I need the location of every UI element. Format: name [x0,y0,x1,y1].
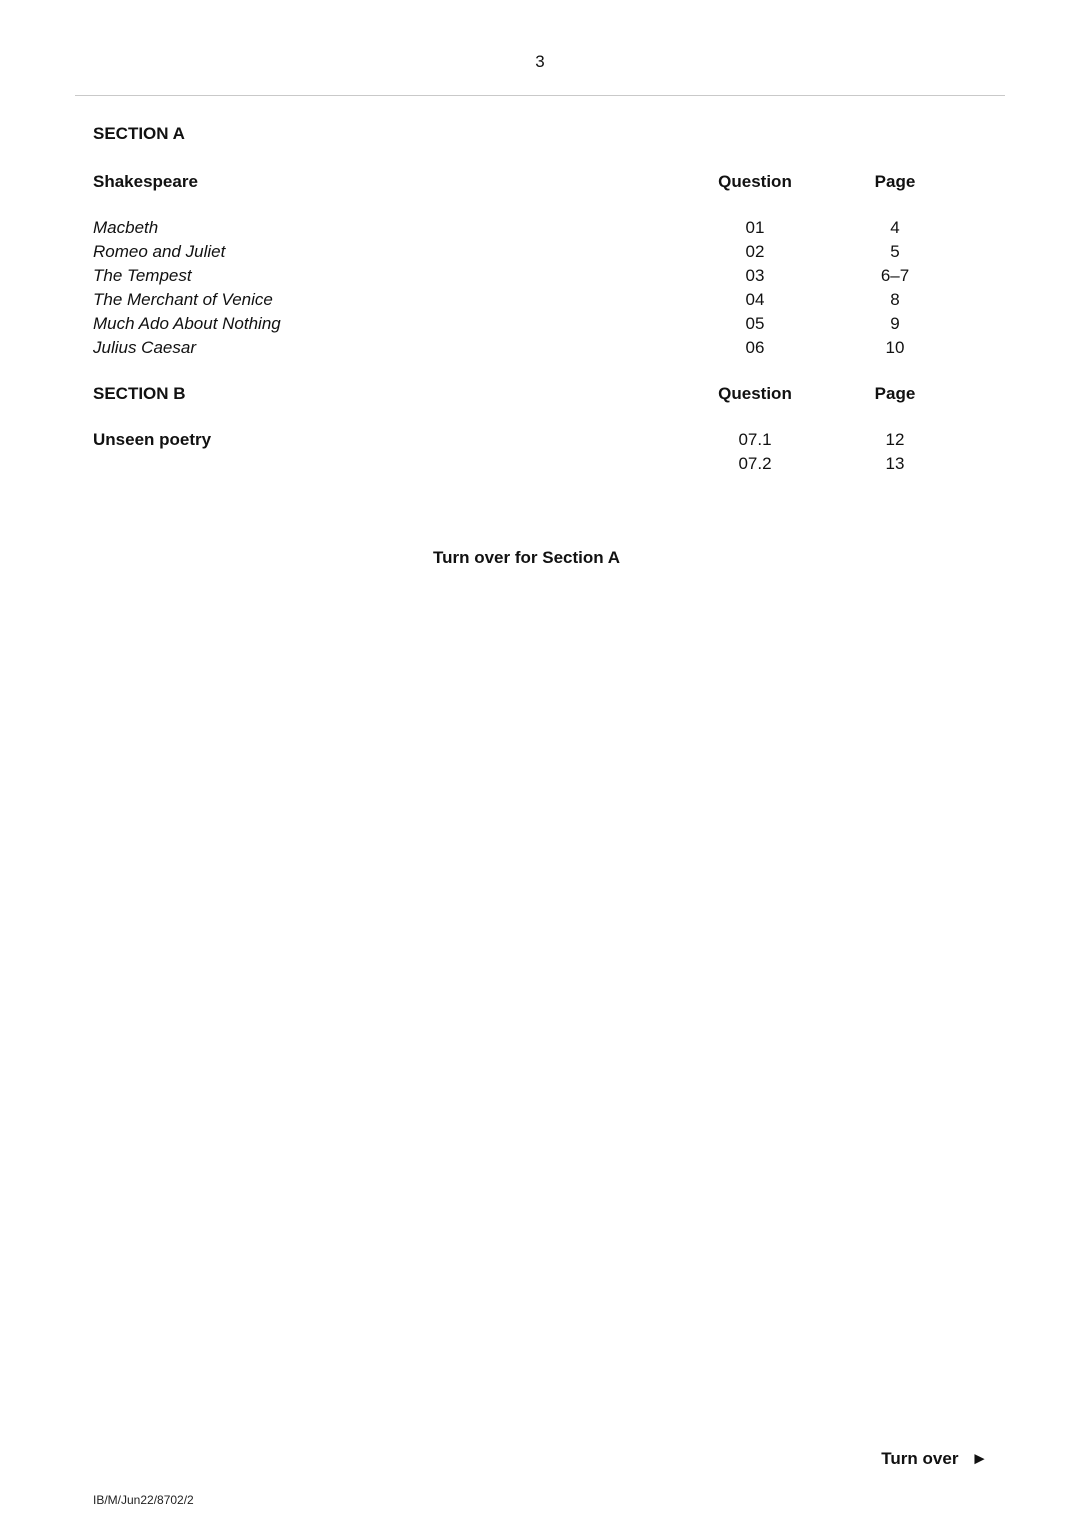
table-row [93,312,960,336]
section-a-rows [93,216,960,360]
page-column-header: Page [874,172,916,191]
question-column-header: Question [718,384,792,403]
question-number: 07.2 [738,454,772,473]
turn-over-arrow-icon: ► [971,1449,988,1468]
page-ref: 12 [885,430,905,449]
contents-table [0,96,1080,570]
table-row [93,216,960,240]
page-ref: 9 [890,314,900,333]
section-b-subheading: Unseen poetry [93,430,212,449]
play-title: The Tempest [93,266,192,285]
page-number: 3 [535,52,545,71]
table-row [93,336,960,360]
turn-over-indicator [881,1447,988,1471]
table-row [93,288,960,312]
section-a-subheading: Shakespeare [93,172,198,191]
table-row [93,428,960,452]
page-ref: 4 [890,218,900,237]
question-number: 03 [745,266,765,285]
page-ref: 6–7 [880,266,910,285]
turn-over-label: Turn over [881,1449,959,1468]
page-ref: 5 [890,242,900,261]
section-b-heading: SECTION B [93,384,186,403]
section-a-header-row [93,170,960,194]
play-title: Macbeth [93,218,159,237]
play-title: The Merchant of Venice [93,290,273,309]
section-b-rows [93,428,960,476]
page-ref: 8 [890,290,900,309]
play-title: Romeo and Juliet [93,242,226,261]
page-column-header: Page [874,384,916,403]
table-row [93,452,960,476]
question-column-header: Question [718,172,792,191]
page-ref: 13 [885,454,905,473]
question-number: 07.1 [738,430,772,449]
question-number: 01 [745,218,765,237]
page-ref: 10 [885,338,905,357]
table-row [93,240,960,264]
question-number: 05 [745,314,765,333]
play-title: Much Ado About Nothing [93,314,281,333]
turn-over-note: Turn over for Section A [432,548,621,567]
table-row [93,264,960,288]
question-number: 02 [745,242,765,261]
section-b-header-row [93,382,960,406]
question-number: 06 [745,338,765,357]
section-a-heading: SECTION A [93,124,185,143]
play-title: Julius Caesar [93,338,196,357]
paper-reference: IB/M/Jun22/8702/2 [93,1493,194,1507]
question-number: 04 [745,290,765,309]
